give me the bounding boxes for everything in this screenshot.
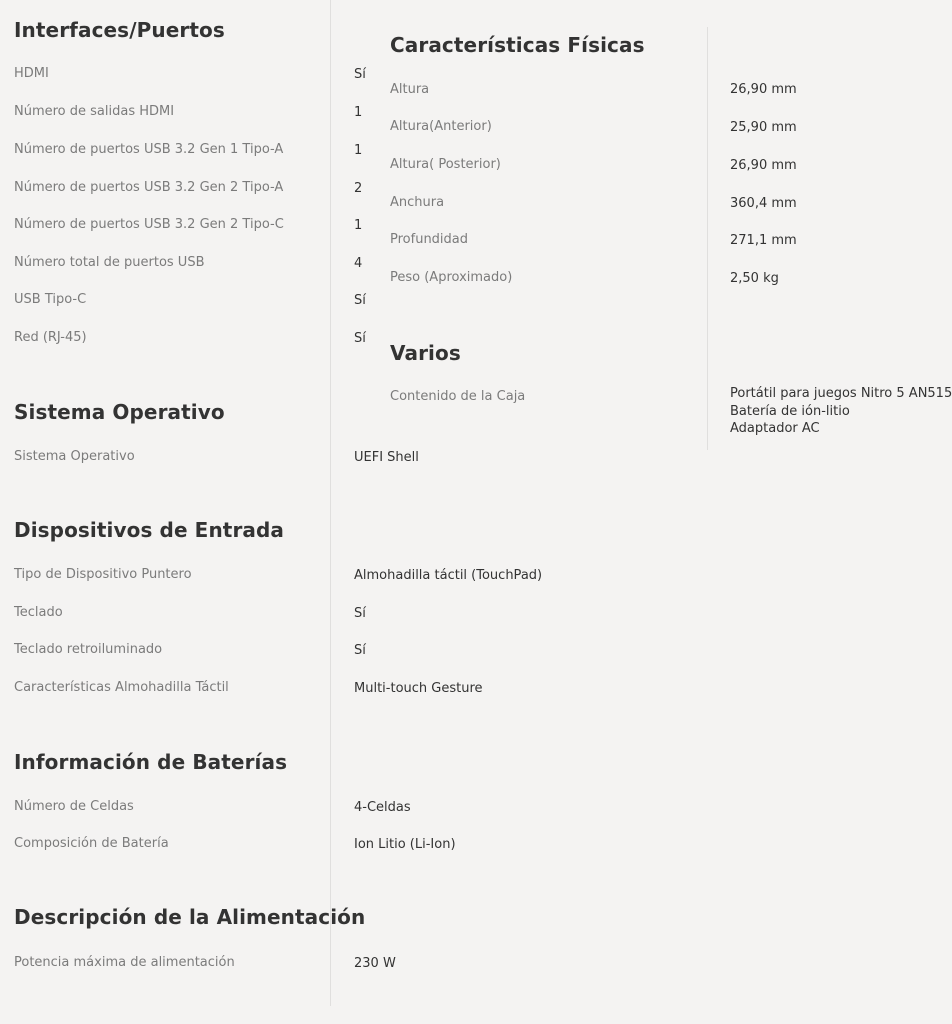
- spec-value-usb-total: 4: [354, 256, 363, 271]
- spec-label-usb32-gen2-a: Número de puertos USB 3.2 Gen 2 Tipo-A: [14, 180, 284, 195]
- spec-value-usb32-gen2-c: 1: [354, 218, 363, 233]
- spec-value-usb-type-c: Sí: [354, 293, 366, 308]
- box-item: Portátil para juegos Nitro 5 AN515: [730, 386, 952, 401]
- section-title-varios: Varios: [390, 341, 461, 365]
- spec-label-hdmi-outputs: Número de salidas HDMI: [14, 104, 175, 119]
- right-column-divider: [707, 27, 708, 450]
- spec-label-depth: Profundidad: [390, 232, 469, 247]
- section-title-baterias: Información de Baterías: [14, 750, 288, 774]
- spec-label-height-front: Altura(Anterior): [390, 119, 492, 134]
- spec-value-hdmi: Sí: [354, 67, 366, 82]
- section-title-entrada: Dispositivos de Entrada: [14, 518, 285, 542]
- spec-value-os: UEFI Shell: [354, 450, 419, 465]
- spec-value-box-contents: [730, 385, 952, 438]
- spec-label-usb-total: Número total de puertos USB: [14, 255, 205, 270]
- spec-value-hdmi-outputs: 1: [354, 105, 363, 120]
- section-title-alimentacion: Descripción de la Alimentación: [14, 905, 366, 929]
- spec-label-usb32-gen2-c: Número de puertos USB 3.2 Gen 2 Tipo-C: [14, 217, 284, 232]
- spec-label-usb-type-c: USB Tipo-C: [14, 292, 87, 307]
- spec-label-battery-composition: Composición de Batería: [14, 836, 169, 851]
- section-title-fisicas: Características Físicas: [390, 33, 645, 57]
- spec-label-backlit: Teclado retroiluminado: [14, 642, 163, 657]
- section-title-interfaces: Interfaces/Puertos: [14, 18, 225, 42]
- section-title-sistema: Sistema Operativo: [14, 400, 225, 424]
- spec-value-usb32-gen1-a: 1: [354, 143, 363, 158]
- spec-label-hdmi: HDMI: [14, 66, 49, 81]
- spec-value-battery-composition: Ion Litio (Li-Ion): [354, 837, 456, 852]
- spec-label-os: Sistema Operativo: [14, 449, 135, 464]
- spec-value-width: 360,4 mm: [730, 196, 797, 211]
- spec-label-width: Anchura: [390, 195, 445, 210]
- spec-value-rj45: Sí: [354, 331, 366, 346]
- spec-label-usb32-gen1-a: Número de puertos USB 3.2 Gen 1 Tipo-A: [14, 142, 284, 157]
- spec-value-pointer: Almohadilla táctil (TouchPad): [354, 568, 543, 583]
- spec-value-height-front: 25,90 mm: [730, 120, 797, 135]
- spec-label-weight: Peso (Aproximado): [390, 270, 513, 285]
- spec-label-keyboard: Teclado: [14, 605, 63, 620]
- spec-value-touchpad-features: Multi-touch Gesture: [354, 681, 483, 696]
- spec-value-keyboard: Sí: [354, 606, 366, 621]
- spec-label-height-rear: Altura( Posterior): [390, 157, 501, 172]
- spec-label-pointer: Tipo de Dispositivo Puntero: [14, 567, 192, 582]
- spec-label-max-power: Potencia máxima de alimentación: [14, 955, 235, 970]
- left-column-divider: [330, 0, 331, 1006]
- spec-value-backlit: Sí: [354, 643, 366, 658]
- spec-value-height: 26,90 mm: [730, 82, 797, 97]
- spec-label-touchpad-features: Características Almohadilla Táctil: [14, 680, 229, 695]
- spec-value-depth: 271,1 mm: [730, 233, 797, 248]
- spec-value-max-power: 230 W: [354, 956, 396, 971]
- spec-value-cells: 4-Celdas: [354, 800, 411, 815]
- spec-value-height-rear: 26,90 mm: [730, 158, 797, 173]
- spec-value-usb32-gen2-a: 2: [354, 181, 363, 196]
- spec-label-rj45: Red (RJ-45): [14, 330, 87, 345]
- spec-label-box-contents: Contenido de la Caja: [390, 389, 526, 404]
- box-item: Batería de ión-litio: [730, 403, 850, 419]
- spec-label-cells: Número de Celdas: [14, 799, 134, 814]
- spec-label-height: Altura: [390, 82, 430, 97]
- spec-value-weight: 2,50 kg: [730, 271, 779, 286]
- box-item: Adaptador AC: [730, 421, 820, 436]
